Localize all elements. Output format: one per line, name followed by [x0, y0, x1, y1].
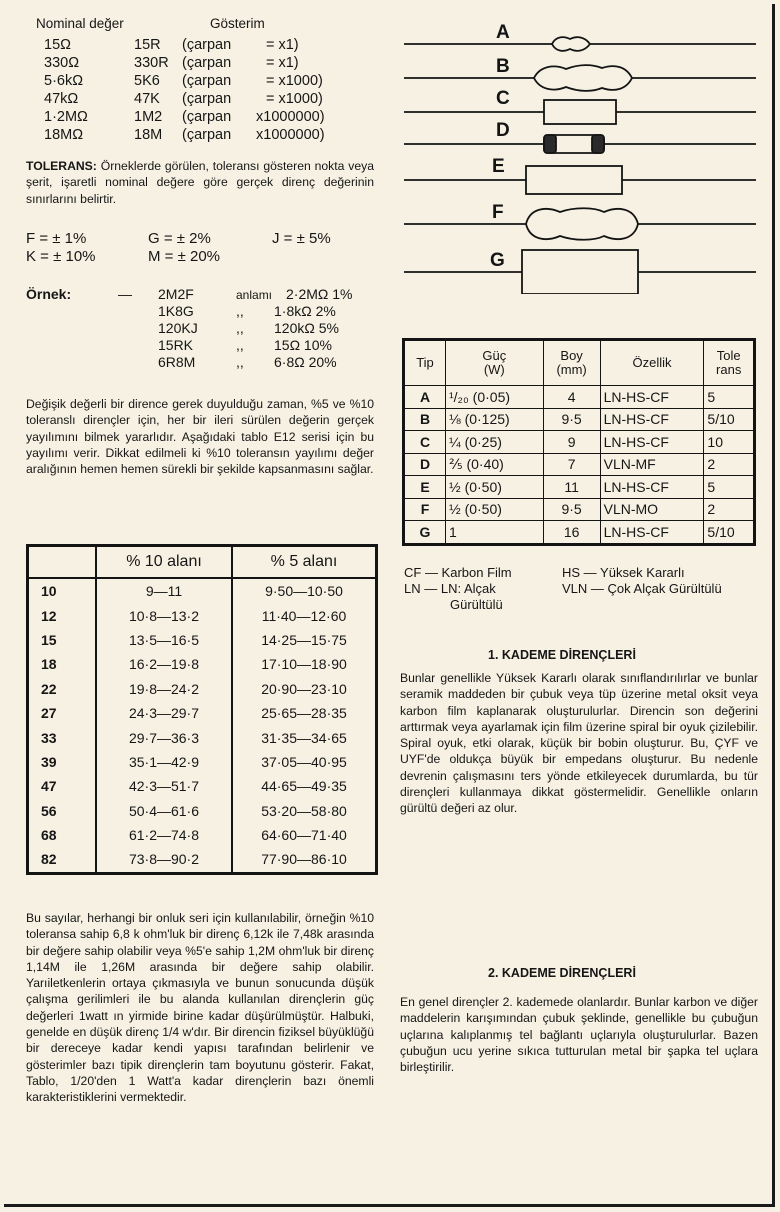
tolerance-code: M = ± 20%	[148, 248, 221, 265]
example-ditto: ,,	[236, 320, 244, 336]
table-row: 22 19·8—24·2 20·90—23·10	[28, 677, 377, 701]
table-header-row	[28, 546, 377, 579]
tolerance-code: F = ± 1%	[26, 230, 87, 247]
tolerance-code: K = ± 10%	[26, 248, 96, 265]
tolerance-code: G = ± 2%	[148, 230, 211, 247]
section-2-title: 2. KADEME DİRENÇLERİ	[488, 966, 636, 980]
resistor-c-body	[544, 100, 616, 124]
example-code: 120KJ	[158, 320, 198, 336]
table-row: 27 24·3—29·7 25·65—28·35	[28, 701, 377, 725]
table-row: G 1 16 LN-HS-CF 5/10	[404, 521, 755, 545]
legend-vln: VLN — Çok Alçak Gürültülü	[562, 581, 722, 596]
example-value: 1·8kΩ 2%	[274, 303, 336, 319]
example-code: 15RK	[158, 337, 194, 353]
resistor-label: B	[496, 56, 510, 77]
tolerance-text: Örneklerde görülen, toleransı gösteren nokta veya şerit, işaretli nominal değere göre gerçek direnç değerinin sınırlarını belirtir.	[26, 159, 374, 206]
example-value: 2·2MΩ 1%	[286, 286, 353, 302]
table-row: 56 50·4—61·6 53·20—58·80	[28, 799, 377, 823]
col-10-percent: % 10 alanı	[96, 546, 232, 579]
table-row: 15 13·5—16·5 14·25—15·75	[28, 628, 377, 652]
section-1-text: Bunlar genellikle Yüksek Kararlı olarak sınıflandırılırlar ve bunlar seramik maddeden bir çubuk veya tüp üzerine metal oksit veya karbon film kaplanarak oluşturulurlar. Direncin son değerini arttırmak veya ayarlamak için film üzerine spiral bir oyuk çizilebilir. Spiral oyuk, etki olarak, küçük bir bobin oluşturur. Bu, ÇYF ve UYF'de oldukça büyük bir empedans oluşturur. Bu nedenle devrenin çalışmasını ters yönde etkileyecek durumlarda, bu tür dirençleri kullanmaya dikkat göstermelidir. Genellikle onların gürültü değeri az olur.	[400, 671, 758, 816]
resistor-label: A	[496, 22, 510, 43]
resistor-drawings	[404, 14, 756, 294]
resistor-label: E	[492, 156, 505, 177]
example-code: 2M2F	[158, 286, 194, 302]
section-2-text: En genel dirençler 2. kademede olanlardır. Bunlar karbon ve diğer maddelerin karışımından çubuk şeklinde, genellikle bu çubuğun uçlarına kalıplanmış tel bağlantı uçlarıyla oluşturulurlar. Bazen çubuğun ucu yerine sıkıca tutturulan metal bir şapka tel uçlara birleştirilir.	[400, 995, 758, 1075]
col-power: Güç (W)	[446, 340, 544, 386]
col-5-percent: % 5 alanı	[232, 546, 377, 579]
nominal-row: 47kΩ 47K (çarpan = x1000)	[44, 91, 323, 107]
resistor-f-body	[526, 208, 638, 240]
table-row: 47 42·3—51·7 44·65—49·35	[28, 774, 377, 798]
legend-hs: HS — Yüksek Kararlı	[562, 565, 685, 580]
display-header: Gösterim	[210, 16, 265, 31]
col-feature: Özellik	[600, 340, 704, 386]
table-row: 39 35·1—42·9 37·05—40·95	[28, 750, 377, 774]
table-row: A ¹/₂₀ (0·05) 4 LN-HS-CF 5	[404, 386, 755, 409]
example-ditto: ,,	[236, 337, 244, 353]
col-tip: Tip	[404, 340, 446, 386]
resistor-label: D	[496, 120, 510, 141]
table-row: D ⅖ (0·40) 7 VLN-MF 2	[404, 453, 755, 476]
example-code: 1K8G	[158, 303, 194, 319]
table-row: 68 61·2—74·8 64·60—71·40	[28, 823, 377, 847]
tolerance-code: J = ± 5%	[272, 230, 331, 247]
table-row: F ½ (0·50) 9·5 VLN-MO 2	[404, 498, 755, 521]
example-dash: —	[118, 286, 132, 302]
legend-ln: LN — LN: Alçak	[404, 581, 496, 596]
table-row: 12 10·8—13·2 11·40—12·60	[28, 603, 377, 627]
example-code: 6R8M	[158, 354, 196, 370]
tolerance-label: TOLERANS:	[26, 159, 97, 173]
resistor-b-body	[534, 65, 632, 91]
nominal-row: 18MΩ 18M (çarpan x1000000)	[44, 127, 325, 143]
spread-intro-paragraph: Değişik değerli bir dirence gerek duyulduğu zaman, %5 ve %10 toleranslı dirençler için, her bir ileri sürülen değerin gerçek yayılımını bilmek yararlıdır. Aşağıdaki tablo E12 serisi için bu yayılımı verir. Dikkat edilmeli ki %10 toleransın yayılımı değer aralığının hemen hemen sürekli bir şekilde kapsanmasını sağlar.	[26, 397, 374, 477]
example-value: 120kΩ 5%	[274, 320, 339, 336]
resistor-e-body	[526, 166, 622, 194]
resistor-d-cap	[592, 135, 604, 153]
legend-ln-cont: Gürültülü	[450, 597, 503, 612]
example-value: 6·8Ω 20%	[274, 354, 337, 370]
example-ditto: ,,	[236, 354, 244, 370]
resistor-label: G	[490, 250, 505, 271]
resistor-spec-table	[402, 338, 756, 546]
section-1-title: 1. KADEME DİRENÇLERİ	[488, 648, 636, 662]
example-value: 15Ω 10%	[274, 337, 332, 353]
col-tolerance: Tole rans	[704, 340, 755, 386]
example-label: Örnek:	[26, 286, 72, 302]
nominal-row: 330Ω 330R (çarpan = x1)	[44, 55, 299, 71]
col-length: Boy (mm)	[543, 340, 600, 386]
table-row: 82 73·8—90·2 77·90—86·10	[28, 847, 377, 873]
resistor-label: C	[496, 88, 510, 109]
table-row: E ½ (0·50) 11 LN-HS-CF 5	[404, 476, 755, 499]
resistor-label: F	[492, 202, 504, 223]
table-row: 18 16·2—19·8 17·10—18·90	[28, 652, 377, 676]
nominal-header: Nominal değer	[36, 16, 124, 31]
table-row: C ¼ (0·25) 9 LN-HS-CF 10	[404, 431, 755, 454]
resistor-a-body	[552, 37, 590, 51]
nominal-row: 1·2MΩ 1M2 (çarpan x1000000)	[44, 109, 325, 125]
legend-cf: CF — Karbon Film	[404, 565, 512, 580]
table-row: B ⅛ (0·125) 9·5 LN-HS-CF 5/10	[404, 408, 755, 431]
resistor-d-cap	[544, 135, 556, 153]
table-row: 10 9—11 9·50—10·50	[28, 578, 377, 603]
tolerance-paragraph	[26, 158, 374, 207]
example-meaning: anlamı	[236, 288, 273, 302]
table-header-row	[404, 340, 755, 386]
power-size-paragraph: Bu sayılar, herhangi bir onluk seri için kullanılabilir, örneğin %10 toleransa sahip 6,8 k ohm'luk bir direnç 6,12k ile 7,48k arasında bir değere sahip olabilir veya %5'e sahip 1,2M ohm'luk bir direnç 1,14M ile 1,26M arasında bir değere sahip olabilir. Yarıiletkenlerin ortaya çıkmasıyla ve bunun sonucunda düşük çalışma gerilimleri ile bu alanda kullanılan dirençlerin güç değerleri 1watt ın yirmide birine kadar düşürülmüştür. Halbuki, genelde en düşük direnç 1/4 w'dır. Bir direncin fiziksel büyüklüğü bir dereceye kadar kendi yapısı tarafından belirlenir ve gösterimler bazı tipik dirençlerin tam boyutunu gösterir. Fakat, Tablo, 1/20'den 1 Watt'a kadar dirençlerin bazı önemli karakteristiklerini vermektedir.	[26, 911, 374, 1105]
e12-range-table	[26, 544, 378, 875]
nominal-row: 5·6kΩ 5K6 (çarpan = x1000)	[44, 73, 323, 89]
example-ditto: ,,	[236, 303, 244, 319]
table-row: 33 29·7—36·3 31·35—34·65	[28, 725, 377, 749]
resistor-g-body	[522, 250, 638, 294]
nominal-row: 15Ω 15R (çarpan = x1)	[44, 37, 299, 53]
